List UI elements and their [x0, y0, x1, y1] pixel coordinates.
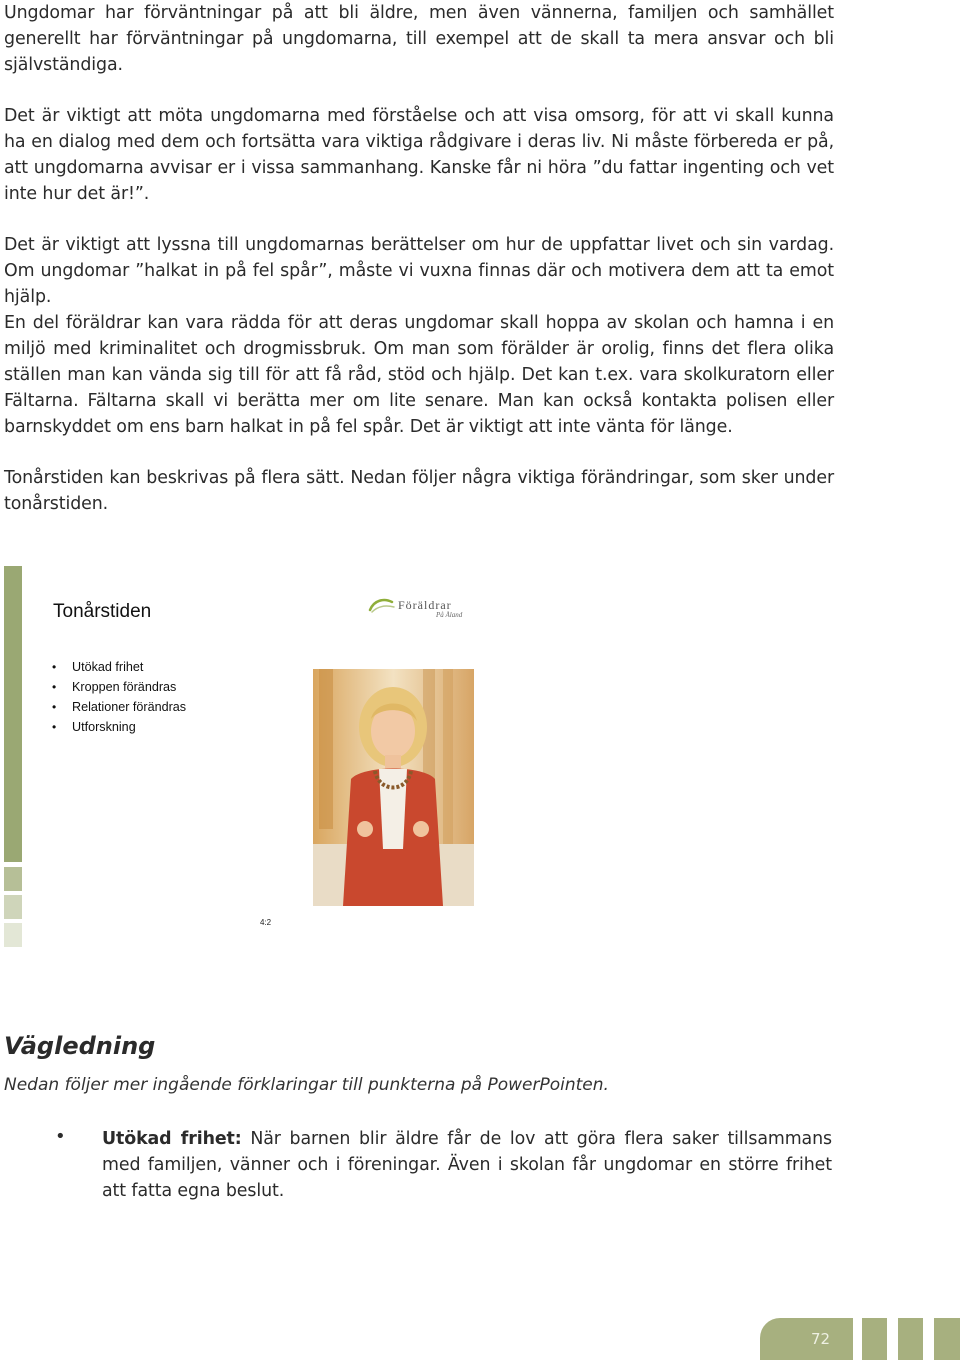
slide-bullet: • Utforskning [52, 717, 186, 737]
footer-square [934, 1318, 960, 1360]
swoosh-icon [368, 594, 396, 614]
slide-number: 4:2 [260, 918, 272, 927]
body-paragraph: Det är viktigt att möta ungdomarna med förståelse och att visa omsorg, för att vi skall kunna ha en dialog med dem och fortsätta vara viktiga rådgivare i deras liv. Ni måste förbereda er på, att ungdomarna avvisar er i vissa sammanhang. Kanske får ni höra ”du fattar ingenting och vet inte hur det är!”. [4, 106, 834, 204]
logo-subtitle: På Åland [436, 611, 463, 619]
section-subheading: Nedan följer mer ingående förklaringar till punkterna på PowerPointen. [4, 1075, 609, 1095]
slide-accent-square [4, 923, 22, 947]
slide-bullet-list [52, 657, 186, 737]
slide-accent-square [4, 867, 22, 891]
slide-title: Tonårstiden [53, 601, 152, 622]
foraldrar-logo [368, 594, 488, 624]
footer-square [862, 1318, 887, 1360]
body-paragraph: En del föräldrar kan vara rädda för att deras ungdomar skall hoppa av skolan och hamna i en miljö med kriminalitet och drogmissbruk. Om man som förälder är orolig, finns det flera olika ställen man kan vända sig till för att få råd, stöd och hjälp. Det kan t.ex. vara skolkuratorn eller Fältarna. Fältarna skall vi berätta mer om lite senare. Man kan också kontakta polisen eller barnskyddet om ens barn halkat in på fel spår. Det är viktigt att inte vänta för länge. [4, 313, 834, 437]
slide-bullet: • Kroppen förändras [52, 677, 186, 697]
teen-girl-photo [313, 669, 474, 906]
slide-bullet: • Relationer förändras [52, 697, 186, 717]
footer-square [898, 1318, 923, 1360]
page-number: 72 [810, 1330, 831, 1348]
slide-accent-square [4, 895, 22, 919]
body-paragraph: Det är viktigt att lyssna till ungdomarnas berättelser om hur de uppfattar livet och sin vardag. Om ungdomar ”halkat in på fel spår”, måste vi vuxna finnas där och motivera dem att ta emot hjälp. [4, 235, 834, 307]
bullet-icon: • [55, 1126, 66, 1147]
guidance-text: När barnen blir äldre får de lov att göra flera saker tillsammans med familjen, vänner och i föreningar. Även i skolan får ungdomar en större frihet att fatta egna beslut. [102, 1129, 832, 1201]
section-heading: Vägledning [4, 1032, 156, 1060]
body-paragraph: Tonårstiden kan beskrivas på flera sätt. Nedan följer några viktiga förändringar, som sker under tonårstiden. [4, 468, 834, 514]
slide-bullet: • Utökad frihet [52, 657, 186, 677]
guidance-item [102, 1126, 832, 1204]
slide-accent-bar [4, 566, 22, 862]
logo-name: Föräldrar [398, 598, 452, 612]
body-paragraph: Ungdomar har förväntningar på att bli äldre, men även vännerna, familjen och samhället generellt har förväntningar på ungdomarna, till exempel att de skall ta mera ansvar och bli självständiga. [4, 3, 834, 75]
guidance-term: Utökad frihet: [102, 1129, 242, 1149]
